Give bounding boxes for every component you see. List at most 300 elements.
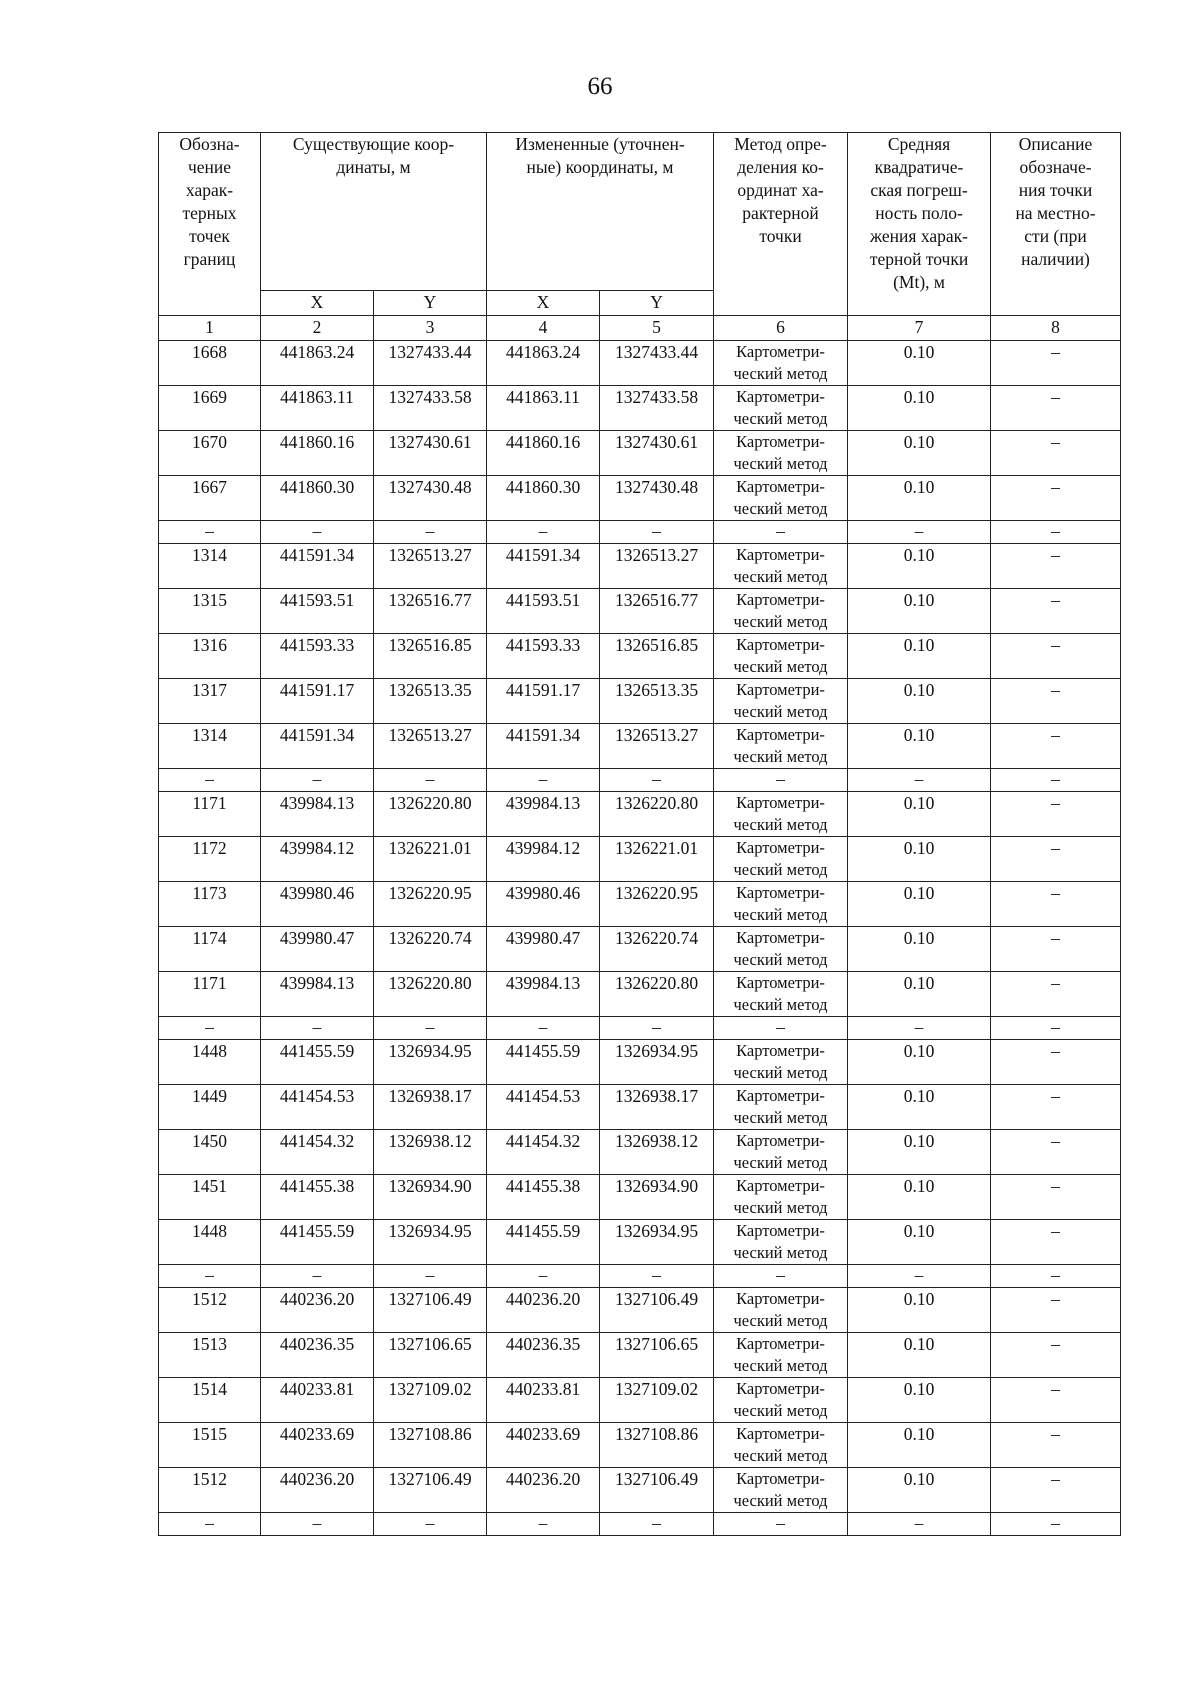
existing-x-cell: 440233.81 [261, 1378, 374, 1423]
column-number: 3 [374, 316, 487, 341]
table-row [159, 927, 1121, 972]
existing-x-cell: 441455.59 [261, 1220, 374, 1265]
dash-cell: – [848, 1265, 991, 1288]
table-row [159, 792, 1121, 837]
method-text: ческий метод [733, 409, 828, 428]
point-designation-cell: 1669 [159, 386, 261, 431]
header-changed-y: Y [600, 291, 714, 316]
header-existing-coordinates: Существующие коор- динаты, м [261, 133, 487, 291]
changed-y-cell: 1326220.74 [600, 927, 714, 972]
dash-cell: – [848, 521, 991, 544]
table-row [159, 386, 1121, 431]
dash-cell: – [714, 1017, 848, 1040]
changed-x-cell: 440236.20 [487, 1468, 600, 1513]
separator-row [159, 1017, 1121, 1040]
dash-cell: – [487, 769, 600, 792]
method-text: ческий метод [733, 950, 828, 969]
point-designation-cell: 1512 [159, 1288, 261, 1333]
dash-cell: – [487, 1265, 600, 1288]
column-number: 4 [487, 316, 600, 341]
method-text: ческий метод [733, 860, 828, 879]
column-number: 2 [261, 316, 374, 341]
changed-x-cell: 440236.35 [487, 1333, 600, 1378]
method-cell [714, 1378, 848, 1423]
method-cell [714, 792, 848, 837]
method-text: ческий метод [733, 1311, 828, 1330]
method-cell [714, 1220, 848, 1265]
dash-cell: – [159, 521, 261, 544]
mean-square-error-cell: 0.10 [848, 1085, 991, 1130]
point-description-cell: – [991, 341, 1121, 386]
table-row [159, 1085, 1121, 1130]
changed-x-cell: 441593.33 [487, 634, 600, 679]
method-text: ческий метод [733, 567, 828, 586]
changed-x-cell: 441863.24 [487, 341, 600, 386]
changed-x-cell: 439984.12 [487, 837, 600, 882]
changed-x-cell: 441591.34 [487, 544, 600, 589]
dash-cell: – [261, 1513, 374, 1536]
column-number: 5 [600, 316, 714, 341]
dash-cell: – [991, 769, 1121, 792]
dash-cell: – [487, 1513, 600, 1536]
method-text: ческий метод [733, 657, 828, 676]
changed-y-cell: 1326516.85 [600, 634, 714, 679]
dash-cell: – [848, 769, 991, 792]
point-description-cell: – [991, 386, 1121, 431]
changed-y-cell: 1327106.49 [600, 1288, 714, 1333]
existing-x-cell: 439980.47 [261, 927, 374, 972]
existing-y-cell: 1327430.61 [374, 431, 487, 476]
point-description-cell: – [991, 1288, 1121, 1333]
changed-y-cell: 1326934.95 [600, 1040, 714, 1085]
separator-row [159, 1265, 1121, 1288]
method-text: ческий метод [733, 499, 828, 518]
changed-x-cell: 441860.16 [487, 431, 600, 476]
existing-y-cell: 1326221.01 [374, 837, 487, 882]
changed-x-cell: 439984.13 [487, 972, 600, 1017]
method-cell [714, 1288, 848, 1333]
existing-x-cell: 441591.34 [261, 544, 374, 589]
dash-cell: – [374, 1017, 487, 1040]
method-text: Картометри- [736, 680, 825, 699]
point-description-cell: – [991, 1220, 1121, 1265]
mean-square-error-cell: 0.10 [848, 634, 991, 679]
point-designation-cell: 1514 [159, 1378, 261, 1423]
point-description-cell: – [991, 1468, 1121, 1513]
method-text: Картометри- [736, 1334, 825, 1353]
mean-square-error-cell: 0.10 [848, 1130, 991, 1175]
existing-y-cell: 1326516.85 [374, 634, 487, 679]
point-description-cell: – [991, 927, 1121, 972]
changed-x-cell: 440236.20 [487, 1288, 600, 1333]
changed-x-cell: 440233.81 [487, 1378, 600, 1423]
method-text: Картометри- [736, 545, 825, 564]
existing-y-cell: 1327433.58 [374, 386, 487, 431]
point-designation-cell: 1513 [159, 1333, 261, 1378]
mean-square-error-cell: 0.10 [848, 386, 991, 431]
column-number: 6 [714, 316, 848, 341]
changed-x-cell: 441455.59 [487, 1040, 600, 1085]
dash-cell: – [159, 1017, 261, 1040]
point-description-cell: – [991, 882, 1121, 927]
dash-cell: – [991, 521, 1121, 544]
changed-x-cell: 441860.30 [487, 476, 600, 521]
changed-x-cell: 441863.11 [487, 386, 600, 431]
method-text: ческий метод [733, 1401, 828, 1420]
method-text: ческий метод [733, 815, 828, 834]
point-designation-cell: 1314 [159, 544, 261, 589]
method-text: ческий метод [733, 1063, 828, 1082]
method-text: Картометри- [736, 387, 825, 406]
dash-cell: – [374, 521, 487, 544]
point-designation-cell: 1317 [159, 679, 261, 724]
existing-y-cell: 1326934.95 [374, 1040, 487, 1085]
method-cell [714, 972, 848, 1017]
point-designation-cell: 1315 [159, 589, 261, 634]
method-text: Картометри- [736, 1176, 825, 1195]
existing-y-cell: 1326220.80 [374, 972, 487, 1017]
existing-y-cell: 1326513.35 [374, 679, 487, 724]
dash-cell: – [991, 1017, 1121, 1040]
existing-x-cell: 441593.51 [261, 589, 374, 634]
point-designation-cell: 1171 [159, 972, 261, 1017]
changed-x-cell: 440233.69 [487, 1423, 600, 1468]
page-number: 66 [587, 73, 613, 100]
method-text: Картометри- [736, 1221, 825, 1240]
changed-x-cell: 441454.53 [487, 1085, 600, 1130]
table-row [159, 837, 1121, 882]
table-row [159, 1288, 1121, 1333]
changed-y-cell: 1326220.80 [600, 792, 714, 837]
existing-y-cell: 1326934.95 [374, 1220, 487, 1265]
dash-cell: – [600, 1017, 714, 1040]
method-text: Картометри- [736, 883, 825, 902]
coordinates-table [158, 132, 1121, 1536]
method-text: ческий метод [733, 995, 828, 1014]
method-text: Картометри- [736, 342, 825, 361]
separator-row [159, 1513, 1121, 1536]
table-row [159, 341, 1121, 386]
changed-y-cell: 1327430.61 [600, 431, 714, 476]
method-text: Картометри- [736, 793, 825, 812]
existing-y-cell: 1326513.27 [374, 724, 487, 769]
point-description-cell: – [991, 679, 1121, 724]
changed-y-cell: 1326220.80 [600, 972, 714, 1017]
dash-cell: – [714, 1265, 848, 1288]
existing-x-cell: 441863.24 [261, 341, 374, 386]
existing-x-cell: 441591.17 [261, 679, 374, 724]
table-row [159, 1378, 1121, 1423]
mean-square-error-cell: 0.10 [848, 431, 991, 476]
table-body [159, 341, 1121, 1536]
point-description-cell: – [991, 792, 1121, 837]
column-number: 8 [991, 316, 1121, 341]
mean-square-error-cell: 0.10 [848, 1220, 991, 1265]
changed-y-cell: 1327108.86 [600, 1423, 714, 1468]
mean-square-error-cell: 0.10 [848, 341, 991, 386]
changed-x-cell: 441591.17 [487, 679, 600, 724]
mean-square-error-cell: 0.10 [848, 476, 991, 521]
method-text: ческий метод [733, 1446, 828, 1465]
header-changed-x: X [487, 291, 600, 316]
method-cell [714, 341, 848, 386]
dash-cell: – [261, 521, 374, 544]
method-cell [714, 634, 848, 679]
existing-x-cell: 441454.53 [261, 1085, 374, 1130]
existing-x-cell: 440236.20 [261, 1468, 374, 1513]
mean-square-error-cell: 0.10 [848, 1423, 991, 1468]
changed-y-cell: 1326513.27 [600, 724, 714, 769]
existing-x-cell: 441591.34 [261, 724, 374, 769]
point-description-cell: – [991, 724, 1121, 769]
table-row [159, 589, 1121, 634]
dash-cell: – [159, 769, 261, 792]
changed-y-cell: 1326221.01 [600, 837, 714, 882]
dash-cell: – [600, 521, 714, 544]
point-designation-cell: 1667 [159, 476, 261, 521]
existing-y-cell: 1326220.74 [374, 927, 487, 972]
header-existing-y: Y [374, 291, 487, 316]
point-description-cell: – [991, 1085, 1121, 1130]
point-designation-cell: 1174 [159, 927, 261, 972]
table-row [159, 1468, 1121, 1513]
table-row [159, 724, 1121, 769]
method-cell [714, 724, 848, 769]
mean-square-error-cell: 0.10 [848, 882, 991, 927]
dash-cell: – [991, 1513, 1121, 1536]
existing-y-cell: 1326516.77 [374, 589, 487, 634]
point-designation-cell: 1173 [159, 882, 261, 927]
column-number: 7 [848, 316, 991, 341]
point-designation-cell: 1670 [159, 431, 261, 476]
existing-x-cell: 440233.69 [261, 1423, 374, 1468]
method-cell [714, 679, 848, 724]
table-row [159, 882, 1121, 927]
point-designation-cell: 1450 [159, 1130, 261, 1175]
mean-square-error-cell: 0.10 [848, 927, 991, 972]
method-text: Картометри- [736, 432, 825, 451]
changed-x-cell: 439980.46 [487, 882, 600, 927]
mean-square-error-cell: 0.10 [848, 1175, 991, 1220]
table-row [159, 1175, 1121, 1220]
header-mean-square-error: Средняя квадратиче- ская погреш- ность поло- жения харак- терной точки (Mt), м [848, 133, 991, 316]
point-designation-cell: 1512 [159, 1468, 261, 1513]
dash-cell: – [714, 1513, 848, 1536]
existing-y-cell: 1326513.27 [374, 544, 487, 589]
method-text: ческий метод [733, 702, 828, 721]
method-cell [714, 386, 848, 431]
point-designation-cell: 1668 [159, 341, 261, 386]
table-row [159, 1333, 1121, 1378]
changed-y-cell: 1327430.48 [600, 476, 714, 521]
changed-y-cell: 1326516.77 [600, 589, 714, 634]
method-text: ческий метод [733, 612, 828, 631]
existing-x-cell: 439980.46 [261, 882, 374, 927]
dash-cell: – [374, 1513, 487, 1536]
changed-y-cell: 1326934.90 [600, 1175, 714, 1220]
point-designation-cell: 1449 [159, 1085, 261, 1130]
dash-cell: – [261, 769, 374, 792]
method-cell [714, 1333, 848, 1378]
point-designation-cell: 1314 [159, 724, 261, 769]
changed-x-cell: 441593.51 [487, 589, 600, 634]
separator-row [159, 769, 1121, 792]
mean-square-error-cell: 0.10 [848, 544, 991, 589]
method-text: ческий метод [733, 364, 828, 383]
changed-x-cell: 441591.34 [487, 724, 600, 769]
method-text: ческий метод [733, 905, 828, 924]
mean-square-error-cell: 0.10 [848, 792, 991, 837]
dash-cell: – [159, 1513, 261, 1536]
table-row [159, 476, 1121, 521]
point-description-cell: – [991, 837, 1121, 882]
point-designation-cell: 1515 [159, 1423, 261, 1468]
point-description-cell: – [991, 1333, 1121, 1378]
changed-y-cell: 1326938.12 [600, 1130, 714, 1175]
method-text: Картометри- [736, 1469, 825, 1488]
changed-x-cell: 441455.38 [487, 1175, 600, 1220]
existing-x-cell: 441454.32 [261, 1130, 374, 1175]
dash-cell: – [991, 1265, 1121, 1288]
method-cell [714, 431, 848, 476]
existing-x-cell: 441860.16 [261, 431, 374, 476]
dash-cell: – [487, 1017, 600, 1040]
method-text: Картометри- [736, 838, 825, 857]
changed-x-cell: 439980.47 [487, 927, 600, 972]
existing-x-cell: 441455.38 [261, 1175, 374, 1220]
dash-cell: – [159, 1265, 261, 1288]
point-designation-cell: 1451 [159, 1175, 261, 1220]
dash-cell: – [374, 769, 487, 792]
point-designation-cell: 1316 [159, 634, 261, 679]
table-row [159, 634, 1121, 679]
method-text: Картометри- [736, 635, 825, 654]
table-row [159, 544, 1121, 589]
point-designation-cell: 1448 [159, 1220, 261, 1265]
header-method: Метод опре- деления ко- ординат ха- рактерной точки [714, 133, 848, 316]
table-row [159, 679, 1121, 724]
method-text: Картометри- [736, 725, 825, 744]
method-text: Картометри- [736, 973, 825, 992]
dash-cell: – [714, 769, 848, 792]
existing-y-cell: 1326934.90 [374, 1175, 487, 1220]
method-cell [714, 544, 848, 589]
method-cell [714, 1040, 848, 1085]
changed-y-cell: 1326513.27 [600, 544, 714, 589]
method-cell [714, 476, 848, 521]
method-text: Картометри- [736, 1086, 825, 1105]
existing-y-cell: 1326938.12 [374, 1130, 487, 1175]
point-description-cell: – [991, 634, 1121, 679]
existing-y-cell: 1326938.17 [374, 1085, 487, 1130]
mean-square-error-cell: 0.10 [848, 837, 991, 882]
mean-square-error-cell: 0.10 [848, 724, 991, 769]
point-description-cell: – [991, 589, 1121, 634]
table-row [159, 972, 1121, 1017]
dash-cell: – [261, 1265, 374, 1288]
changed-y-cell: 1327109.02 [600, 1378, 714, 1423]
method-text: ческий метод [733, 1243, 828, 1262]
changed-y-cell: 1327106.65 [600, 1333, 714, 1378]
existing-y-cell: 1327430.48 [374, 476, 487, 521]
dash-cell: – [261, 1017, 374, 1040]
existing-x-cell: 441863.11 [261, 386, 374, 431]
dash-cell: – [487, 521, 600, 544]
point-description-cell: – [991, 476, 1121, 521]
point-description-cell: – [991, 431, 1121, 476]
existing-x-cell: 440236.35 [261, 1333, 374, 1378]
mean-square-error-cell: 0.10 [848, 972, 991, 1017]
existing-x-cell: 439984.13 [261, 972, 374, 1017]
method-text: Картометри- [736, 1041, 825, 1060]
method-cell [714, 589, 848, 634]
existing-y-cell: 1327109.02 [374, 1378, 487, 1423]
point-description-cell: – [991, 1130, 1121, 1175]
method-text: Картометри- [736, 1289, 825, 1308]
changed-y-cell: 1326938.17 [600, 1085, 714, 1130]
header-row [159, 133, 1121, 291]
method-text: ческий метод [733, 1491, 828, 1510]
method-cell [714, 882, 848, 927]
method-text: Картометри- [736, 477, 825, 496]
header-changed-coordinates: Измененные (уточнен- ные) координаты, м [487, 133, 714, 291]
changed-y-cell: 1326934.95 [600, 1220, 714, 1265]
point-description-cell: – [991, 1423, 1121, 1468]
changed-x-cell: 441455.59 [487, 1220, 600, 1265]
dash-cell: – [600, 1265, 714, 1288]
method-text: Картометри- [736, 1131, 825, 1150]
existing-y-cell: 1327106.49 [374, 1468, 487, 1513]
table-row [159, 431, 1121, 476]
existing-y-cell: 1326220.95 [374, 882, 487, 927]
header-existing-x: X [261, 291, 374, 316]
dash-cell: – [848, 1513, 991, 1536]
changed-y-cell: 1326220.95 [600, 882, 714, 927]
table-row [159, 1130, 1121, 1175]
point-description-cell: – [991, 1378, 1121, 1423]
method-cell [714, 1423, 848, 1468]
dash-cell: – [600, 769, 714, 792]
point-description-cell: – [991, 1175, 1121, 1220]
existing-y-cell: 1327106.49 [374, 1288, 487, 1333]
method-text: Картометри- [736, 1379, 825, 1398]
point-designation-cell: 1172 [159, 837, 261, 882]
header-column-numbers [159, 316, 1121, 341]
table-row [159, 1423, 1121, 1468]
method-cell [714, 1175, 848, 1220]
existing-x-cell: 439984.12 [261, 837, 374, 882]
mean-square-error-cell: 0.10 [848, 1040, 991, 1085]
header-point-designation: Обозна- чение харак- терных точек границ [159, 133, 261, 316]
point-designation-cell: 1448 [159, 1040, 261, 1085]
changed-y-cell: 1327433.44 [600, 341, 714, 386]
column-number: 1 [159, 316, 261, 341]
mean-square-error-cell: 0.10 [848, 1468, 991, 1513]
mean-square-error-cell: 0.10 [848, 1288, 991, 1333]
dash-cell: – [374, 1265, 487, 1288]
existing-y-cell: 1326220.80 [374, 792, 487, 837]
mean-square-error-cell: 0.10 [848, 1333, 991, 1378]
existing-y-cell: 1327106.65 [374, 1333, 487, 1378]
method-cell [714, 837, 848, 882]
header-point-description: Описание обозначе- ния точки на местно- сти (при наличии) [991, 133, 1121, 316]
changed-y-cell: 1327433.58 [600, 386, 714, 431]
existing-x-cell: 441860.30 [261, 476, 374, 521]
method-text: ческий метод [733, 454, 828, 473]
mean-square-error-cell: 0.10 [848, 1378, 991, 1423]
changed-x-cell: 439984.13 [487, 792, 600, 837]
existing-y-cell: 1327108.86 [374, 1423, 487, 1468]
